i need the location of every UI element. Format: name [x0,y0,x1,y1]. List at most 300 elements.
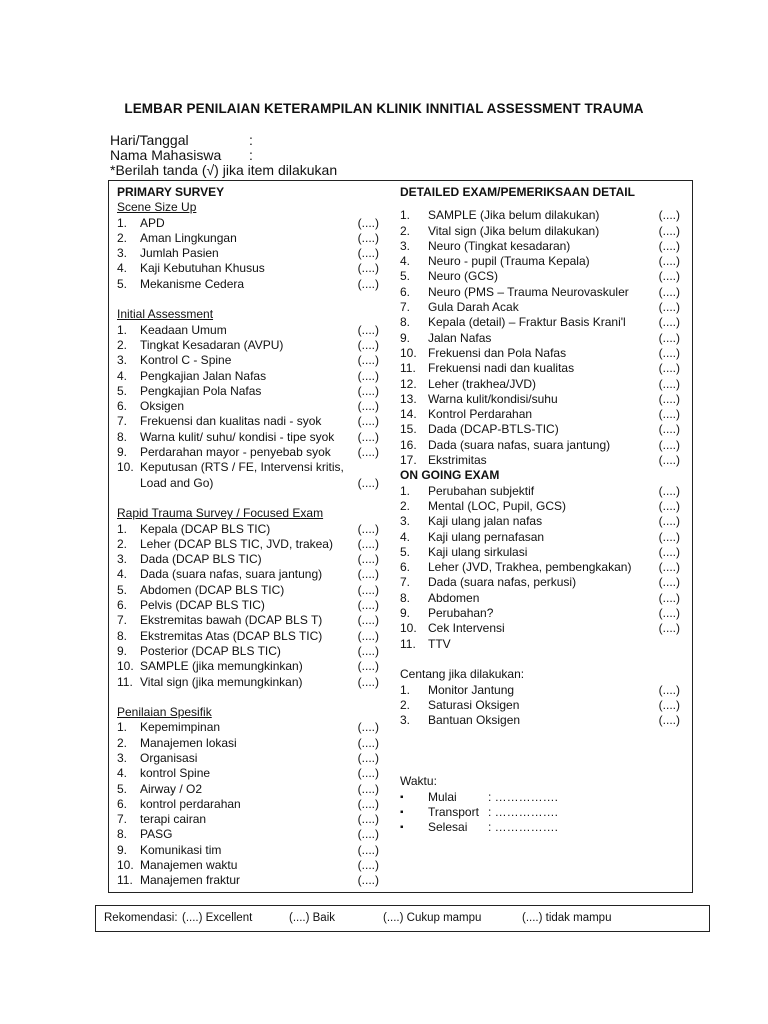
scene-size-up-list [117,216,379,292]
option-tidak-mampu[interactable]: (....) tidak mampu [522,912,612,924]
item-checkbox[interactable]: (....) [658,498,680,513]
item-label: Ekstremitas Atas (DCAP BLS TIC) [140,628,323,643]
checklist-item [400,545,680,560]
checklist-item [117,476,379,491]
checklist-item [117,430,379,445]
detailed-exam-list [400,208,680,468]
item-number: 5. [117,781,128,796]
item-label: Pengkajian Jalan Nafas [140,368,267,383]
item-number: 8. [117,827,128,842]
item-number: 7. [117,812,128,827]
option-baik[interactable]: (....) Baik [289,912,336,924]
item-label: Neuro (PMS – Trauma Neurovaskuler [428,284,629,299]
item-label: Cek Intervensi [428,621,505,636]
checklist-item [117,598,379,613]
checklist-item [400,575,680,590]
bullet-icon: ▪ [400,806,404,818]
item-label: Kaji ulang jalan nafas [428,514,543,529]
rapid-trauma-title: Rapid Trauma Survey / Focused Exam [117,506,324,521]
item-label: Neuro (Tingkat kesadaran) [428,238,571,253]
item-checkbox[interactable]: (....) [357,643,379,658]
checklist-item [117,629,379,644]
item-number: 1. [117,322,128,337]
item-number: 4. [400,254,411,269]
student-name-colon: : [249,147,253,163]
penilaian-spesifik-list [117,720,379,888]
item-checkbox[interactable]: (....) [357,582,379,597]
item-number: 10. [400,345,417,360]
checklist-item [400,499,680,514]
checklist-item [117,552,379,567]
waktu-row [400,820,680,835]
item-number: 8. [117,628,128,643]
instruction-note: *Berilah tanda (√) jika item dilakukan [110,162,338,178]
checklist-item [117,782,379,797]
item-label: Kepemimpinan [140,720,221,735]
item-checkbox[interactable]: (....) [658,391,680,406]
ongoing-exam-heading: ON GOING EXAM [400,468,500,483]
item-number: 3. [117,353,128,368]
item-label: Manajemen lokasi [140,735,237,750]
item-checkbox[interactable]: (....) [658,361,680,376]
checklist-item [400,300,680,315]
item-label: Keadaan Umum [140,322,227,337]
checklist-item [117,766,379,781]
item-number: 1. [400,483,411,498]
item-checkbox[interactable]: (....) [357,429,379,444]
item-checkbox[interactable]: (....) [357,353,379,368]
item-number: 3. [117,246,128,261]
item-checkbox[interactable]: (....) [658,407,680,422]
checklist-item [117,384,379,399]
item-checkbox[interactable]: (....) [658,544,680,559]
item-label: Perdarahan mayor - penyebab syok [140,445,331,460]
centang-title: Centang jika dilakukan: [400,667,525,682]
item-number: 7. [400,300,411,315]
item-checkbox[interactable]: (....) [658,238,680,253]
item-number: 6. [400,284,411,299]
item-number: 6. [117,399,128,414]
item-label: Posterior (DCAP BLS TIC) [140,643,281,658]
checklist-item [117,369,379,384]
item-checkbox[interactable]: (....) [357,368,379,383]
item-checkbox[interactable]: (....) [357,796,379,811]
item-number: 9. [400,606,411,621]
item-label: Kaji ulang pernafasan [428,529,545,544]
item-checkbox[interactable]: (....) [357,276,379,291]
checklist-item [117,399,379,414]
item-label: Perubahan? [428,606,494,621]
item-number: 4. [117,567,128,582]
item-number: 7. [117,613,128,628]
item-number: 11. [117,873,133,888]
checklist-item [400,591,680,606]
waktu-label: Transport [428,804,479,819]
initial-assessment-list [117,323,379,491]
waktu-row [400,805,680,820]
item-checkbox[interactable]: (....) [357,536,379,551]
date-row [110,133,337,148]
item-label: Mental (LOC, Pupil, GCS) [428,498,567,513]
bullet-icon: ▪ [400,791,404,803]
item-checkbox[interactable]: (....) [357,445,379,460]
checklist-item [117,445,379,460]
form-title: LEMBAR PENILAIAN KETERAMPILAN KLINIK INNITIAL ASSESSMENT TRAUMA [124,101,644,116]
item-checkbox[interactable]: (....) [357,781,379,796]
item-checkbox[interactable]: (....) [357,475,379,490]
rapid-trauma-list [117,522,379,690]
item-label: Kaji Kebutuhan Khusus [140,261,265,276]
item-label: Frekuensi dan kualitas nadi - syok [140,414,322,429]
item-number: 3. [400,238,411,253]
item-checkbox[interactable]: (....) [658,422,680,437]
item-label: Monitor Jantung [428,682,515,697]
checklist-item [117,261,379,276]
item-checkbox[interactable]: (....) [357,812,379,827]
item-label: Dada (suara nafas, perkusi) [428,575,577,590]
item-label: Kontrol C - Spine [140,353,232,368]
item-checkbox[interactable]: (....) [658,697,680,712]
item-label: Bantuan Oksigen [428,713,521,728]
checklist-item [400,453,680,468]
checklist-item [400,392,680,407]
item-label: PASG [140,827,173,842]
checklist-item [117,675,379,690]
checklist-item [117,246,379,261]
item-label: Saturasi Oksigen [428,697,520,712]
item-number: 10. [400,621,417,636]
item-label: Mekanisme Cedera [140,276,245,291]
item-number: 6. [400,560,411,575]
primary-survey-heading: PRIMARY SURVEY [117,185,225,199]
item-checkbox[interactable]: (....) [357,674,379,689]
item-checkbox[interactable]: (....) [658,606,680,621]
checklist-item [400,315,680,330]
waktu-label: Mulai [428,789,457,804]
checklist-item [400,224,680,239]
detailed-exam-heading: DETAILED EXAM/PEMERIKSAAN DETAIL [400,185,635,199]
waktu-label: Selesai [428,820,468,835]
item-label: Dada (DCAP-BTLS-TIC) [428,422,559,437]
item-label: Vital sign (Jika belum dilakukan) [428,223,600,238]
item-label: terapi cairan [140,812,207,827]
item-number: 2. [400,223,411,238]
student-info [110,133,337,178]
item-checkbox[interactable]: (....) [658,437,680,452]
item-checkbox[interactable]: (....) [357,735,379,750]
item-checkbox[interactable]: (....) [658,254,680,269]
item-checkbox[interactable]: (....) [658,284,680,299]
item-checkbox[interactable]: (....) [357,720,379,735]
penilaian-spesifik-title: Penilaian Spesifik [117,705,212,720]
checklist-item [117,567,379,582]
checklist-item [117,827,379,842]
item-checkbox[interactable]: (....) [357,598,379,613]
checklist-item [400,285,680,300]
item-number: 5. [117,276,128,291]
date-colon: : [249,132,253,148]
item-number: 11. [117,674,133,689]
item-number: 13. [400,391,417,406]
item-number: 4. [117,766,128,781]
item-checkbox[interactable]: (....) [357,322,379,337]
checklist-item [400,683,680,698]
item-number: 3. [117,750,128,765]
checklist-item [117,843,379,858]
item-label: Abdomen [428,590,480,605]
checklist-item [400,621,680,636]
item-number: 15. [400,422,417,437]
item-label: Oksigen [140,399,185,414]
checklist-item [400,484,680,499]
item-label: APD [140,215,165,230]
student-name-label: Nama Mahasiswa [110,147,222,163]
checklist-item [117,751,379,766]
right-column [400,185,680,835]
rekomendasi-label: Rekomendasi: [104,912,178,924]
checklist-item [117,216,379,231]
item-number: 8. [400,315,411,330]
item-number: 1. [117,720,128,735]
item-number: 12. [400,376,417,391]
item-label: Pengkajian Pola Nafas [140,383,262,398]
item-number: 6. [117,796,128,811]
checklist-item [117,277,379,292]
item-checkbox[interactable]: (....) [357,337,379,352]
checklist-item [117,812,379,827]
checklist-item [117,858,379,873]
item-number: 9. [117,445,128,460]
item-checkbox[interactable]: (....) [658,208,680,223]
checklist-item [117,353,379,368]
item-label: Neuro - pupil (Trauma Kepala) [428,254,590,269]
item-number: 4. [400,529,411,544]
centang-list [400,683,680,729]
checklist-item [117,797,379,812]
item-number: 2. [117,536,128,551]
item-label: Vital sign (jika memungkinkan) [140,674,303,689]
item-label: Ekstremitas bawah (DCAP BLS T) [140,613,323,628]
checklist-item [400,530,680,545]
item-number: 4. [117,368,128,383]
item-label: Frekuensi dan Pola Nafas [428,345,567,360]
item-label: Leher (trakhea/JVD) [428,376,537,391]
item-checkbox[interactable]: (....) [658,590,680,605]
item-label: Load and Go) [140,475,214,490]
item-checkbox[interactable]: (....) [357,628,379,643]
item-checkbox[interactable]: (....) [658,453,680,468]
item-number: 10. [117,460,134,475]
item-checkbox[interactable]: (....) [658,269,680,284]
item-label: SAMPLE (jika memungkinkan) [140,659,303,674]
item-checkbox[interactable]: (....) [658,330,680,345]
checklist-item [117,338,379,353]
checklist-item [117,720,379,735]
item-label: Warna kulit/ suhu/ kondisi - tipe syok [140,429,335,444]
item-label: Pelvis (DCAP BLS TIC) [140,598,265,613]
item-label: Abdomen (DCAP BLS TIC) [140,582,285,597]
item-number: 9. [400,330,411,345]
item-label: Neuro (GCS) [428,269,499,284]
checklist-item [117,522,379,537]
checklist-item [400,438,680,453]
item-number: 1. [400,208,411,223]
item-label: Warna kulit/kondisi/suhu [428,391,558,406]
scene-size-up-title: Scene Size Up [117,200,197,215]
item-checkbox[interactable]: (....) [658,560,680,575]
item-number: 2. [400,697,411,712]
item-label: Perubahan subjektif [428,483,535,498]
bullet-icon: ▪ [400,822,404,834]
item-checkbox[interactable]: (....) [357,246,379,261]
item-label: Leher (DCAP BLS TIC, JVD, trakea) [140,536,333,551]
date-label: Hari/Tanggal [110,132,189,148]
checklist-item [117,414,379,429]
item-label: Dada (DCAP BLS TIC) [140,552,262,567]
checklist-item [117,659,379,674]
item-label: kontrol Spine [140,766,211,781]
item-label: Kontrol Perdarahan [428,407,533,422]
item-number: 10. [117,858,134,873]
initial-assessment-title: Initial Assessment [117,307,214,322]
item-label: Kepala (DCAP BLS TIC) [140,521,271,536]
checklist-item [400,361,680,376]
waktu-row [400,790,680,805]
option-cukup-mampu[interactable]: (....) Cukup mampu [383,912,482,924]
checklist-item [400,713,680,728]
item-checkbox[interactable]: (....) [357,414,379,429]
item-number: 8. [400,590,411,605]
waktu-value: : ……………. [488,804,559,819]
item-checkbox[interactable]: (....) [357,842,379,857]
checklist-item [117,583,379,598]
item-checkbox[interactable]: (....) [357,827,379,842]
item-label: kontrol perdarahan [140,796,241,811]
item-number: 17. [400,453,417,468]
item-checkbox[interactable]: (....) [357,399,379,414]
left-column [117,185,379,889]
checklist-item [117,231,379,246]
checklist-item [117,873,379,888]
item-label: Manajemen waktu [140,858,238,873]
checklist-item [400,239,680,254]
item-number: 5. [400,544,411,559]
item-number: 2. [117,230,128,245]
item-checkbox[interactable]: (....) [658,682,680,697]
item-number: 5. [117,582,128,597]
item-number: 3. [400,514,411,529]
item-checkbox[interactable]: (....) [357,261,379,276]
item-checkbox[interactable]: (....) [357,873,379,888]
item-label: Manajemen fraktur [140,873,241,888]
item-checkbox[interactable]: (....) [658,483,680,498]
waktu-value: : ……………. [488,820,559,835]
item-number: 8. [117,429,128,444]
item-checkbox[interactable]: (....) [658,376,680,391]
item-number: 6. [117,598,128,613]
item-label: Kaji ulang sirkulasi [428,544,528,559]
item-number: 5. [117,383,128,398]
item-number: 7. [117,414,128,429]
item-checkbox[interactable]: (....) [357,215,379,230]
item-checkbox[interactable]: (....) [658,621,680,636]
item-checkbox[interactable]: (....) [357,750,379,765]
item-label: TTV [428,636,451,651]
item-number: 1. [117,215,128,230]
item-checkbox[interactable]: (....) [357,613,379,628]
item-number: 1. [117,521,128,536]
checklist-item [117,613,379,628]
checklist-item [400,637,680,652]
option-excellent[interactable]: (....) Excellent [182,912,253,924]
item-label: Aman Lingkungan [140,230,237,245]
item-checkbox[interactable]: (....) [357,567,379,582]
item-checkbox[interactable]: (....) [357,521,379,536]
checklist-item [117,644,379,659]
waktu-value: : ……………. [488,789,559,804]
item-number: 1. [400,682,411,697]
item-label: Kepala (detail) – Fraktur Basis Krani'l [428,315,626,330]
item-number: 2. [117,337,128,352]
item-number: 5. [400,269,411,284]
item-number: 2. [400,498,411,513]
item-checkbox[interactable]: (....) [357,552,379,567]
item-checkbox[interactable]: (....) [658,345,680,360]
item-checkbox[interactable]: (....) [658,514,680,529]
item-label: Jalan Nafas [428,330,492,345]
item-number: 10. [117,659,134,674]
item-checkbox[interactable]: (....) [658,713,680,728]
checklist-item [400,331,680,346]
checklist-item [117,460,379,475]
item-number: 3. [117,552,128,567]
item-label: SAMPLE (Jika belum dilakukan) [428,208,600,223]
item-checkbox[interactable]: (....) [357,383,379,398]
item-label: Jumlah Pasien [140,246,219,261]
item-label: Frekuensi nadi dan kualitas [428,361,575,376]
item-label: Keputusan (RTS / FE, Intervensi kritis, [140,460,344,475]
item-label: Tingkat Kesadaran (AVPU) [140,337,284,352]
item-label: Dada (suara nafas, suara jantung) [140,567,323,582]
checklist-item [400,560,680,575]
checklist-item [400,377,680,392]
item-number: 16. [400,437,417,452]
item-checkbox[interactable]: (....) [357,766,379,781]
item-checkbox[interactable]: (....) [658,223,680,238]
item-checkbox[interactable]: (....) [658,529,680,544]
item-label: Dada (suara nafas, suara jantung) [428,437,611,452]
item-number: 9. [117,643,128,658]
item-checkbox[interactable]: (....) [658,575,680,590]
item-label: Leher (JVD, Trakhea, pembengkakan) [428,560,632,575]
item-checkbox[interactable]: (....) [357,659,379,674]
item-checkbox[interactable]: (....) [357,858,379,873]
item-checkbox[interactable]: (....) [658,300,680,315]
item-checkbox[interactable]: (....) [658,315,680,330]
item-number: 7. [400,575,411,590]
item-checkbox[interactable]: (....) [357,230,379,245]
rekomendasi-box [95,905,710,932]
checklist-item [400,698,680,713]
item-number: 11. [400,636,416,651]
item-label: Organisasi [140,750,198,765]
checklist-item [400,407,680,422]
ongoing-exam-list [400,484,680,652]
checklist-item [117,537,379,552]
item-number: 11. [400,361,416,376]
item-number: 14. [400,407,417,422]
item-label: Gula Darah Acak [428,300,519,315]
